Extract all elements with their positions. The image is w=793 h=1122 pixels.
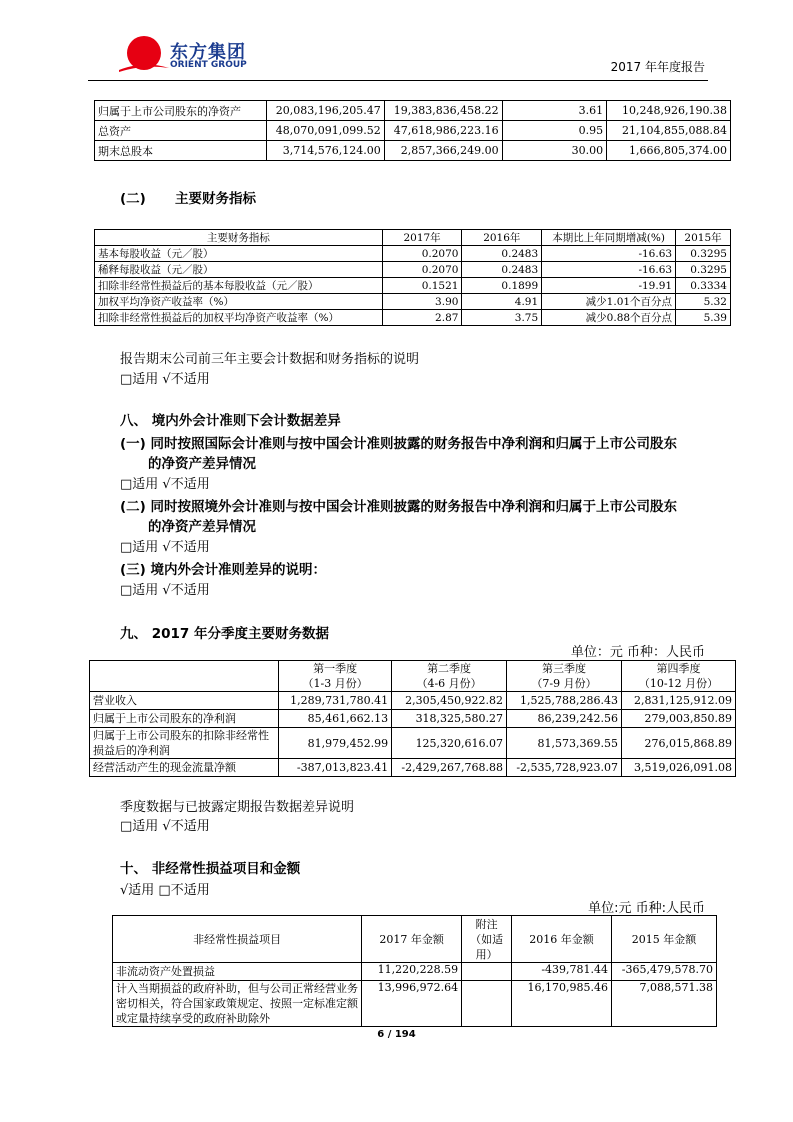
section8-title: 八、 境内外会计准则下会计数据差异	[120, 413, 341, 429]
section8-sub1-choice: □适用 √不适用	[120, 477, 210, 492]
section8-sub3: (三) 境内外会计准则差异的说明：	[120, 562, 327, 578]
financial-data-table-continued	[94, 100, 731, 161]
note-quarterly-choice: □适用 √不适用	[120, 819, 210, 834]
section8-sub1-line2: 的净资产差异情况	[148, 456, 256, 472]
non-recurring-items-table	[112, 915, 717, 1027]
table-cell: 20,083,196,205.47	[266, 101, 384, 121]
row-label: 总资产	[95, 121, 267, 141]
table-cell: 3.75	[462, 310, 542, 326]
table-cell: 0.1899	[462, 278, 542, 294]
row-label: 经营活动产生的现金流量净额	[90, 759, 279, 777]
logo-swoosh-icon	[117, 60, 171, 74]
table-row	[90, 692, 736, 710]
table-cell: 0.3334	[676, 278, 731, 294]
logo-text-cn: 东方集团	[170, 42, 246, 63]
table-cell: 0.95	[502, 121, 606, 141]
row-label: 计入当期损益的政府补助，但与公司正常经营业务密切相关，符合国家政策规定、按照一定标准定额或定量持续享受的政府补助除外	[113, 981, 362, 1027]
row-label: 归属于上市公司股东的扣除非经常性损益后的净利润	[90, 728, 279, 759]
column-header	[507, 661, 622, 692]
column-header	[392, 661, 507, 692]
table-cell: 47,618,986,223.16	[384, 121, 502, 141]
table-cell: 0.2070	[382, 262, 462, 278]
table-cell: 3,519,026,091.08	[622, 759, 736, 777]
section10-choice: √适用 □不适用	[120, 883, 210, 898]
table-row	[90, 728, 736, 759]
table-cell: -365,479,578.70	[612, 963, 717, 981]
table-cell: 2,305,450,922.82	[392, 692, 507, 710]
section-title-financial-indicators: 主要财务指标	[175, 191, 256, 207]
column-header: 2017 年金额	[362, 916, 462, 963]
table-row	[113, 963, 717, 981]
table-cell: 10,248,926,190.38	[607, 101, 731, 121]
table-cell: 21,104,855,088.84	[607, 121, 731, 141]
table-cell: 3.90	[382, 294, 462, 310]
quarterly-data-table	[89, 660, 736, 777]
table-row	[95, 294, 731, 310]
table-cell: 3.61	[502, 101, 606, 121]
table-cell: 16,170,985.46	[512, 981, 612, 1027]
column-header: 2017年	[382, 230, 462, 246]
page-number: 6 / 194	[377, 1029, 416, 1040]
column-header: 2015年	[676, 230, 731, 246]
table-cell: 11,220,228.59	[362, 963, 462, 981]
table-cell: 0.3295	[676, 246, 731, 262]
column-header: 主要财务指标	[95, 230, 383, 246]
report-title: 2017 年年度报告	[610, 60, 705, 74]
table-cell: 0.1521	[382, 278, 462, 294]
table-cell: 30.00	[502, 141, 606, 161]
table-row	[95, 121, 731, 141]
section8-sub2-line2: 的净资产差异情况	[148, 519, 256, 535]
section10-unit: 单位:元 币种:人民币	[588, 901, 705, 916]
table-cell: 81,979,452.99	[279, 728, 392, 759]
table-row	[95, 141, 731, 161]
table-cell	[462, 981, 512, 1027]
table-cell: 279,003,850.89	[622, 710, 736, 728]
table-cell: -2,535,728,923.07	[507, 759, 622, 777]
table-cell: -387,013,823.41	[279, 759, 392, 777]
section9-title: 九、 2017 年分季度主要财务数据	[120, 626, 329, 642]
table-cell: 2.87	[382, 310, 462, 326]
section8-sub2-line1: (二) 同时按照境外会计准则与按中国会计准则披露的财务报告中净利润和归属于上市公司股东	[120, 499, 678, 515]
table-cell: 125,320,616.07	[392, 728, 507, 759]
quarter-name: 第二季度	[427, 662, 472, 675]
table-cell: 5.39	[676, 310, 731, 326]
applicability-choice: □适用 √不适用	[120, 372, 210, 387]
section-number: (二)	[120, 191, 146, 207]
table-cell: 0.2483	[462, 262, 542, 278]
column-header: 2016 年金额	[512, 916, 612, 963]
table-cell: 19,383,836,458.22	[384, 101, 502, 121]
table-row	[90, 710, 736, 728]
column-header	[279, 661, 392, 692]
section8-sub3-choice: □适用 √不适用	[120, 583, 210, 598]
column-header: 非经常性损益项目	[113, 916, 362, 963]
table-cell: 0.3295	[676, 262, 731, 278]
table-row	[95, 262, 731, 278]
table-cell: 81,573,369.55	[507, 728, 622, 759]
header-divider	[88, 80, 708, 81]
row-label: 非流动资产处置损益	[113, 963, 362, 981]
table-cell: 减少0.88个百分点	[542, 310, 676, 326]
table-cell: 2,857,366,249.00	[384, 141, 502, 161]
financial-indicators-table	[94, 229, 731, 326]
table-row	[95, 278, 731, 294]
table-cell: -2,429,267,768.88	[392, 759, 507, 777]
table-cell: -19.91	[542, 278, 676, 294]
table-cell: 0.2070	[382, 246, 462, 262]
table-row	[90, 759, 736, 777]
column-header	[622, 661, 736, 692]
column-header: 本期比上年同期增减(%)	[542, 230, 676, 246]
quarter-months: （1-3 月份）	[302, 677, 368, 690]
section8-sub1-line1: (一) 同时按照国际会计准则与按中国会计准则披露的财务报告中净利润和归属于上市公司股东	[120, 436, 678, 452]
row-label: 稀释每股收益（元／股）	[95, 262, 383, 278]
table-cell: 4.91	[462, 294, 542, 310]
quarter-name: 第四季度	[656, 662, 701, 675]
table-cell: 2,831,125,912.09	[622, 692, 736, 710]
table-cell: 1,525,788,286.43	[507, 692, 622, 710]
table-cell: 3,714,576,124.00	[266, 141, 384, 161]
table-row	[113, 981, 717, 1027]
row-label: 归属于上市公司股东的净资产	[95, 101, 267, 121]
column-header: 2016年	[462, 230, 542, 246]
section9-unit: 单位：元 币种：人民币	[570, 645, 705, 660]
table-row	[95, 246, 731, 262]
table-cell: 1,666,805,374.00	[607, 141, 731, 161]
table-cell: 5.32	[676, 294, 731, 310]
table-cell: 276,015,868.89	[622, 728, 736, 759]
quarter-months: （10-12 月份）	[638, 677, 719, 690]
row-label: 归属于上市公司股东的净利润	[90, 710, 279, 728]
table-row	[95, 310, 731, 326]
row-label: 营业收入	[90, 692, 279, 710]
column-header: 2015 年金额	[612, 916, 717, 963]
table-cell: -16.63	[542, 262, 676, 278]
section8-sub2-choice: □适用 √不适用	[120, 540, 210, 555]
table-cell: 318,325,580.27	[392, 710, 507, 728]
table-cell: 7,088,571.38	[612, 981, 717, 1027]
table-cell: 1,289,731,780.41	[279, 692, 392, 710]
section10-title: 十、 非经常性损益项目和金额	[120, 861, 301, 877]
quarter-name: 第一季度	[313, 662, 358, 675]
table-cell: 0.2483	[462, 246, 542, 262]
quarter-months: （4-6 月份）	[416, 677, 482, 690]
note-quarterly-diff: 季度数据与已披露定期报告数据差异说明	[120, 800, 355, 815]
note-three-year-explanation: 报告期末公司前三年主要会计数据和财务指标的说明	[120, 352, 420, 367]
table-cell: -16.63	[542, 246, 676, 262]
row-label: 期末总股本	[95, 141, 267, 161]
quarter-name: 第三季度	[542, 662, 587, 675]
table-cell: -439,781.44	[512, 963, 612, 981]
logo-text-en: ORIENT GROUP	[170, 60, 247, 70]
row-label: 基本每股收益（元／股）	[95, 246, 383, 262]
table-cell	[462, 963, 512, 981]
table-cell: 86,239,242.56	[507, 710, 622, 728]
table-cell: 48,070,091,099.52	[266, 121, 384, 141]
column-header: 附注（如适用）	[462, 916, 512, 963]
table-row	[95, 101, 731, 121]
row-label: 加权平均净资产收益率（%）	[95, 294, 383, 310]
table-cell: 减少1.01个百分点	[542, 294, 676, 310]
table-cell: 85,461,662.13	[279, 710, 392, 728]
row-label: 扣除非经常性损益后的加权平均净资产收益率（%）	[95, 310, 383, 326]
table-cell: 13,996,972.64	[362, 981, 462, 1027]
quarter-months: （7-9 月份）	[531, 677, 597, 690]
row-label: 扣除非经常性损益后的基本每股收益（元／股）	[95, 278, 383, 294]
